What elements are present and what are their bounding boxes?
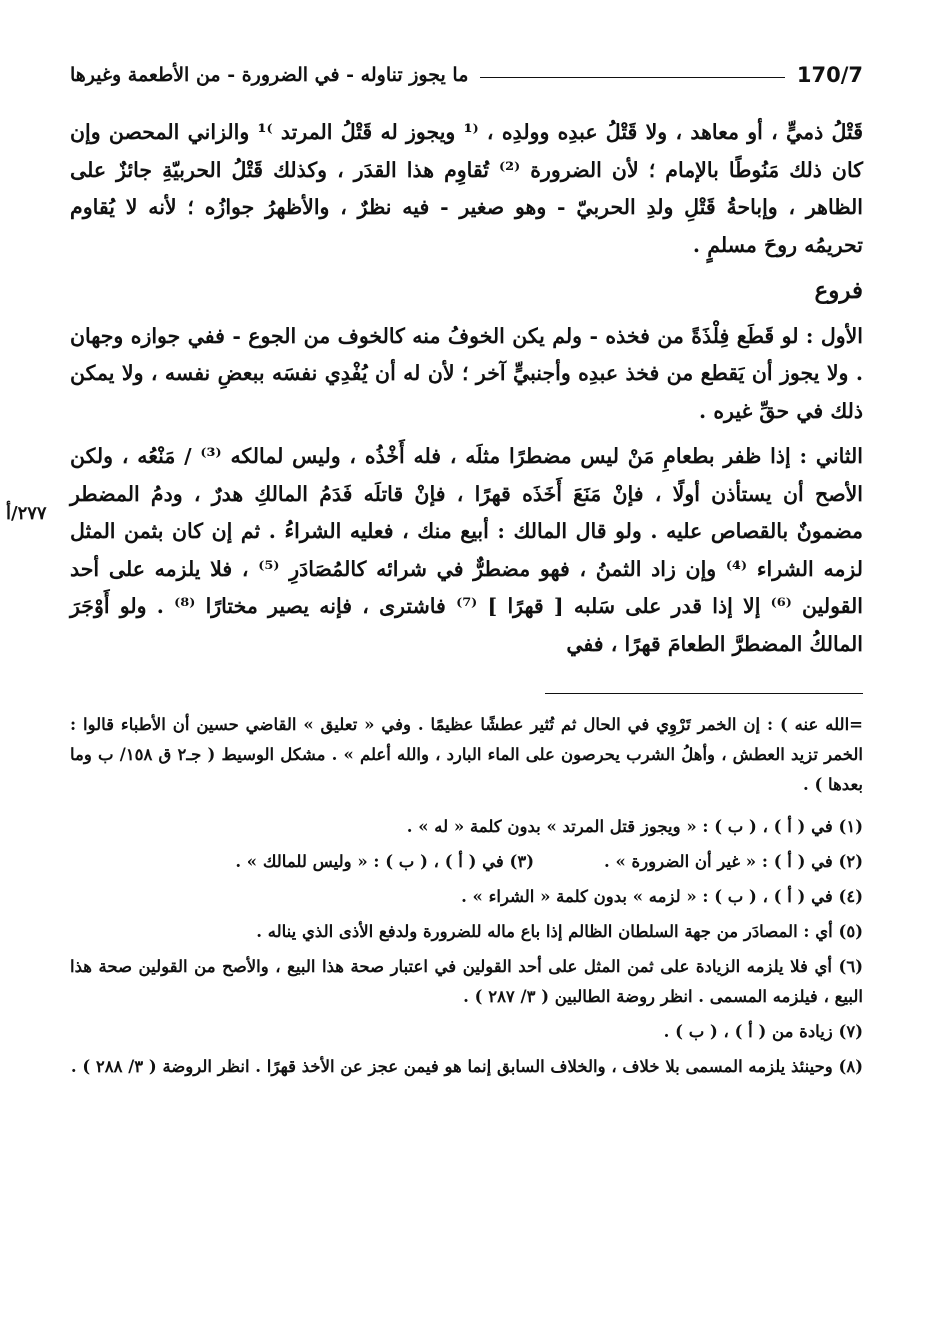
footnote-row-2-3 (70, 847, 863, 877)
paragraph-second-branch (70, 438, 863, 663)
running-header (70, 58, 863, 92)
running-title: ما يجوز تناوله - في الضرورة - من الأطعمة وغيرها (70, 64, 469, 86)
footnote-1: (١) في ( أ ) ، ( ب ) : « ويجوز قتل المرتد » بدون كلمة « له » . (406, 817, 863, 836)
footnotes (70, 710, 863, 1082)
footnote-4: (٤) في ( أ ) ، ( ب ) : « لزمه » بدون كلمة « الشراء » . (461, 887, 863, 906)
paragraph-1: قَتْلُ ذميٍّ ، أو معاهد ، ولا قَتْلُ عبدِه وولدِه ، ⁽¹ ويجوز له قَتْلُ المرتد ⁾¹ والزاني المحصن وإن كان ذلك مَنُوطًا بالإمام ؛ لأن الضرورة ⁽²⁾ تُقاوِم هذا القدَر ، وكذلك قَتْلُ الحربيّةِ جائزٌ على الظاهر ، وإباحةُ قَتْلِ ولدِ الحربيّ - وهو صغير - فيه نظرٌ ، والأظهرُ جوازُه ؛ لأنه لا يُقاوم تحريمُه روحَ مسلمٍ . (70, 120, 863, 257)
footnote-3: (٣) في ( أ ) ، ( ب ) : « وليس للمالك » . (235, 852, 534, 871)
footnote-7: (٧) زيادة من ( أ ) ، ( ب ) . (663, 1022, 863, 1041)
page-number: 170/7 (796, 63, 863, 87)
paragraph-first-branch (70, 318, 863, 431)
header-rule (480, 77, 784, 78)
main-text (70, 114, 863, 663)
branch-text-first: لو قَطَع فِلْذَةً من فخذه - ولم يكن الخوفُ منه كالخوف من الجوع - ففي جوازه وجهان . ولا يجوز أن يَقطع من فخذ عبدِه وأجنبيٍّ آخر ؛ لأن له أن يُفْدِي نفسَه ببعضِ نفسه ، ولا يمكن ذلك في حقِّ غيره . (70, 323, 863, 423)
footnote-separator (545, 693, 863, 694)
branch-label-second: الثاني : (799, 444, 864, 468)
manuscript-folio-note: ٢٧٧/أ (6, 503, 47, 524)
footnote-2: (٢) في ( أ ) : « غير أن الضرورة » . (604, 852, 863, 871)
footnote-5: (٥) أي : المصادَر من جهة السلطان الظالم إذا باع ماله للضرورة ولدفع الأذى الذي يناله . (256, 922, 863, 941)
footnote-8: (٨) وحينئذ يلزمه المسمى بلا خلاف ، والخلاف السابق إنما هو فيمن عجز عن الأخذ قهرًا . انظر الروضة ( ٣/ ٢٨٨ ) . (70, 1057, 863, 1076)
footnote-continuation: =الله عنه ) : إن الخمر تَرْوِي في الحال ثم تُثير عطشًا عظيمًا . وفي « تعليق » القاضي حسين أن الأطباء قالوا : الخمر تزيد العطش ، وأهلُ الشرب يحرصون على الماء البارد ، والله أعلم » . مشكل الوسيط ( جـ٢ ق ١٥٨/ ب وما بعدها ) . (70, 715, 864, 794)
section-heading: فروع (814, 277, 863, 304)
footnote-6: (٦) أي فلا يلزمه الزيادة على ثمن المثل على أحد القولين في اعتبار صحة هذا البيع ، والأصح من القولين صحة هذا البيع ، فيلزمه المسمى . انظر روضة الطالبين ( ٣/ ٢٨٧ ) . (70, 957, 863, 1006)
branch-label-first: الأول : (805, 323, 863, 348)
branch-text-second: إذا ظفر بطعامِ مَنْ ليس مضطرًا مثلَه ، فله أَخْذُه ، وليس لمالكه ⁽³⁾ / مَنْعُه ، ولكن الأصح أن يستأذن أولًا ، فإنْ مَنَعَ أَخَذَه قهرًا ، فإنْ قاتلَه فَدَمُ المالكِ هدرٌ ، ودمُ المضطر مضمونٌ بالقصاص عليه . ولو قال المالك : أبيع منك ، فعليه الشراءُ . ثم إن كان بثمن المثل لزمه الشراء ⁽⁴⁾ وإن زاد الثمنُ ، فهو مضطرٌّ في شرائه كالمُصَادَرِ ⁽⁵⁾ ، فلا يلزمه على أحد القولين ⁽⁶⁾ إلا إذا قدر على سَلبه [ قهرًا ] ⁽⁷⁾ فاشترى ، فإنه يصير مختارًا ⁽⁸⁾ . ولو أَوْجَرَ المالكُ المضطرَّ الطعامَ قهرًا ، ففي (70, 444, 863, 656)
